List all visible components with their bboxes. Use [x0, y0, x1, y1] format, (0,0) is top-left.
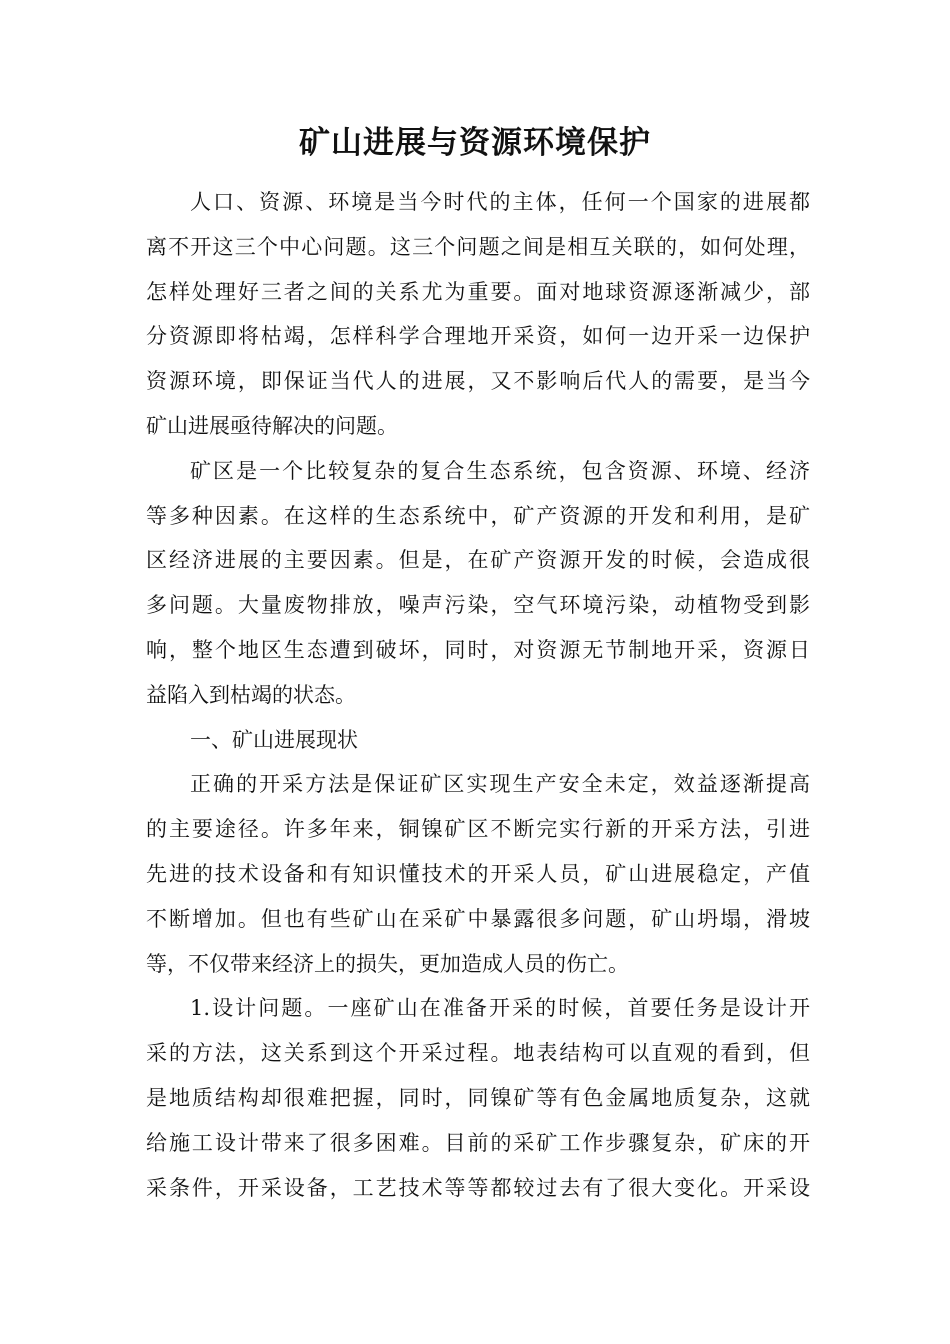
paragraph-2 [146, 449, 810, 718]
paragraph-line: 是地质结构却很难把握，同时，同镍矿等有色金属地质复杂，这就 [146, 1085, 810, 1110]
section-heading: 一、矿山进展现状 [190, 727, 358, 752]
paragraph-line: 资源环境，即保证当代人的进展，又不影响后代人的需要，是当今 [146, 369, 810, 394]
paragraph-line: 1.设计问题。一座矿山在准备开采的时候，首要任务是设计开 [190, 996, 810, 1021]
paragraph-line: 分资源即将枯竭，怎样科学合理地开采资，如何一边开采一边保护 [146, 324, 810, 349]
document-body [146, 180, 810, 1210]
paragraph-line: 给施工设计带来了很多困难。目前的采矿工作步骤复杂，矿床的开 [146, 1130, 810, 1155]
paragraph-line: 响，整个地区生态遭到破坏，同时，对资源无节制地开采，资源日 [146, 637, 810, 662]
paragraph-line: 矿山进展亟待解决的问题。 [146, 413, 398, 438]
paragraph-line: 不断增加。但也有些矿山在采矿中暴露很多问题，矿山坍塌，滑坡 [146, 906, 810, 931]
paragraph-line: 人口、资源、环境是当今时代的主体，任何一个国家的进展都 [190, 190, 810, 214]
paragraph-line: 采的方法，这关系到这个开采过程。地表结构可以直观的看到，但 [146, 1041, 810, 1066]
paragraph-4 [146, 986, 810, 1210]
paragraph-3 [146, 762, 810, 986]
paragraph-1 [146, 180, 810, 449]
paragraph-line: 等多种因素。在这样的生态系统中，矿产资源的开发和利用，是矿 [146, 503, 810, 528]
paragraph-line: 怎样处理好三者之间的关系尤为重要。面对地球资源逐渐减少，部 [146, 279, 810, 304]
paragraph-line: 的主要途径。许多年来，铜镍矿区不断完实行新的开采方法，引进 [146, 817, 810, 842]
paragraph-line: 先进的技术设备和有知识懂技术的开采人员，矿山进展稳定，产值 [146, 861, 810, 886]
paragraph-line: 离不开这三个中心问题。这三个问题之间是相互关联的，如何处理， [146, 234, 810, 259]
paragraph-line: 等，不仅带来经济上的损失，更加造成人员的伤亡。 [146, 951, 629, 976]
paragraph-line: 正确的开采方法是保证矿区实现生产安全未定，效益逐渐提高 [190, 772, 810, 797]
paragraph-line: 多问题。大量废物排放，噪声污染，空气环境污染，动植物受到影 [146, 593, 810, 618]
document-title: 矿山进展与资源环境保护 [299, 125, 651, 161]
paragraph-line: 益陷入到枯竭的状态。 [146, 682, 356, 707]
paragraph-line: 区经济进展的主要因素。但是，在矿产资源开发的时候，会造成很 [146, 548, 810, 573]
paragraph-line: 采条件，开采设备，工艺技术等等都较过去有了很大变化。开采设 [146, 1175, 810, 1200]
paragraph-line: 矿区是一个比较复杂的复合生态系统，包含资源、环境、经济 [190, 458, 810, 483]
